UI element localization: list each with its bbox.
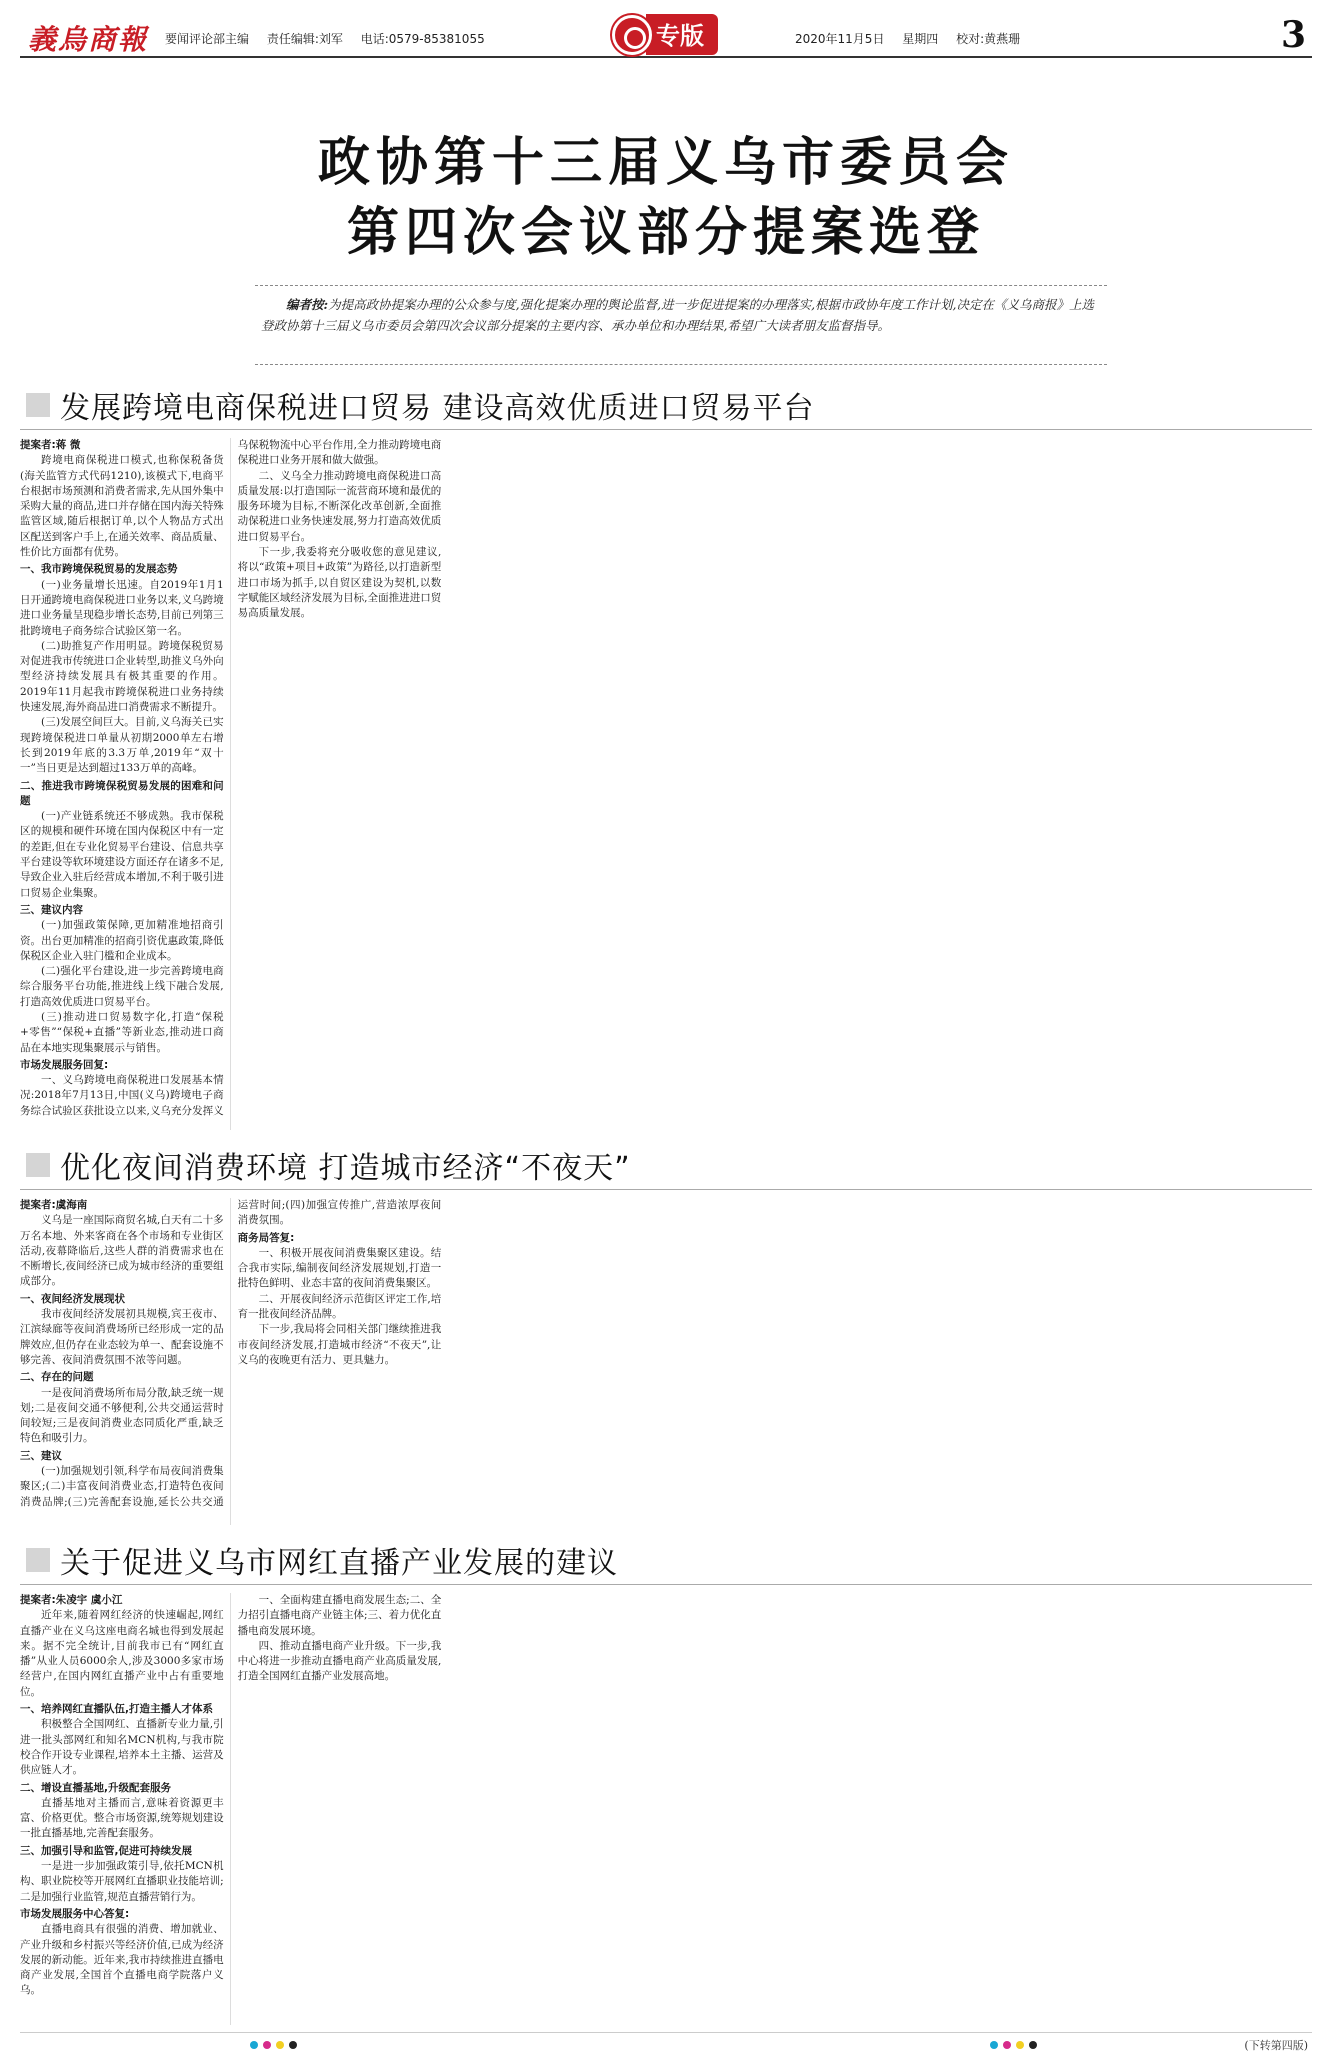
- issue-date: 2020年11月5日: [795, 32, 885, 46]
- article-paragraph: (一)加强规划引领,科学布局夜间消费集聚区;(二)丰富夜间消费业态,打造特色夜间消费品牌;(三)完善配套设施,延长公共交通运营时间;(四)加强宣传推广,营造浓厚夜间消费氛围。: [20, 1199, 442, 1508]
- registration-dot: [263, 2041, 271, 2049]
- article-subheading: 一、我市跨境保税贸易的发展态势: [20, 563, 178, 576]
- article-body: [20, 1190, 1312, 1525]
- article-body: [20, 1585, 1312, 2025]
- editor-note: [255, 285, 1107, 365]
- article-paragraph: 义乌是一座国际商贸名城,白天有二十多万名本地、外来客商在各个市场和专业街区活动,夜幕降临后,这些人群的消费需求也在不断增长,夜间经济已成为城市经济的重要组成部分。: [20, 1214, 224, 1288]
- registration-dot: [990, 2041, 998, 2049]
- registration-dot: [1003, 2041, 1011, 2049]
- reply-paragraph: 下一步,我局将会同相关部门继续推进我市夜间经济发展,打造城市经济“不夜天”,让义乌的夜晚更有活力、更具魅力。: [237, 1323, 442, 1366]
- article-live-streaming: [20, 1535, 1312, 2025]
- reply-heading: 市场发展服务中心答复:: [20, 1907, 130, 1920]
- article-subheading: 一、培养网红直播队伍,打造主播人才体系: [20, 1703, 213, 1716]
- reply-heading: 商务局答复:: [237, 1231, 295, 1244]
- article-paragraph: (一)加强政策保障,更加精准地招商引资。出台更加精准的招商引资优惠政策,降低保税区企业入驻门槛和企业成本。: [20, 919, 224, 962]
- masthead-meta-right: [795, 30, 1034, 47]
- page-footer: [20, 2032, 1312, 2054]
- article-subheading: 二、存在的问题: [20, 1371, 94, 1384]
- article-paragraph: (三)发展空间巨大。目前,义乌海关已实现跨境保税进口单量从初期2000单左右增长到2019年底的3.3万单,2019年“双十一”当日更是达到超过133万单的高峰。: [20, 716, 224, 775]
- article-title: 关于促进义乌市网红直播产业发展的建议: [60, 1545, 618, 1581]
- article-paragraph: (二)助推复产作用明显。跨境保税贸易对促进我市传统进口企业转型,助推义乌外向型经济持续发展具有极其重要的作用。2019年11月起我市跨境保税进口业务持续快速发展,海外商品进口消费需求不断提升。: [20, 639, 224, 714]
- article-paragraph: 我市夜间经济发展初具规模,宾王夜市、江滨绿廊等夜间消费场所已经形成一定的品牌效应,但仍存在业态较为单一、配套设施不够完善、夜间消费氛围不浓等问题。: [20, 1308, 224, 1366]
- headline-line-2: 第四次会议部分提案选登: [346, 203, 985, 263]
- article-body: [20, 430, 1312, 1130]
- article-paragraph: 一是进一步加强政策引导,依托MCN机构、职业院校等开展网红直播职业技能培训;二是加强行业监管,规范直播营销行为。: [20, 1860, 224, 1903]
- article-paragraph: 跨境电商保税进口模式,也称保税备货(海关监管方式代码1210),该模式下,电商平台根据市场预测和消费者需求,先从国外集中采购大量的商品,进口并存储在国内海关特殊监管区域,随后根据订单,以个人物品方式出区配送到客户手上,在通关效率、商品质量、性价比方面都有优势。: [20, 454, 224, 559]
- article-proposer: 提案者:虞海南: [20, 1199, 88, 1211]
- article-paragraph: (一)业务量增长迅速。自2019年1月1日开通跨境电商保税进口业务以来,义乌跨境进口业务量呈现稳步增长态势,目前已列第三批跨境电子商务综合试验区第一名。: [20, 578, 224, 637]
- article-header: [20, 380, 1312, 430]
- article-paragraph: (三)推动进口贸易数字化,打造“保税+零售”“保税+直播”等新业态,推动进口商品在本地实现集聚展示与销售。: [20, 1010, 224, 1054]
- newspaper-brand-logo: 義烏商報: [28, 23, 149, 56]
- article-paragraph: 直播基地对主播而言,意味着资源更丰富、价格更优。整合市场资源,统筹规划建设一批直播基地,完善配套服务。: [20, 1796, 224, 1840]
- color-registration-marks-right: [990, 2041, 1037, 2049]
- reply-paragraph: 四、推动直播电商产业升级。下一步,我中心将进一步推动直播电商产业高质量发展,打造全国网红直播产业发展高地。: [237, 1639, 442, 1683]
- section-square-icon: [26, 1548, 50, 1572]
- article-subheading: 三、建议内容: [20, 903, 83, 916]
- article-subheading: 二、增设直播基地,升级配套服务: [20, 1781, 171, 1794]
- editor-note-text: 为提高政协提案办理的公众参与度,强化提案办理的舆论监督,进一步促进提案的办理落实,根据市政协年度工作计划,决定在《义乌商报》上选登政协第十三届义乌市委员会第四次会议部分提案的主要内容、承办单位和办理结果,希望广大读者朋友监督指导。: [261, 297, 1095, 333]
- article-paragraph: 一是夜间消费场所布局分散,缺乏统一规划;二是夜间交通不够便利,公共交通运营时间较短;三是夜间消费业态同质化严重,缺乏特色和吸引力。: [20, 1386, 224, 1445]
- special-edition-badge: [612, 14, 718, 55]
- article-paragraph: (一)产业链系统还不够成熟。我市保税区的规模和硬件环境在国内保税区中有一定的差距,但在专业化贸易平台建设、信息共享平台建设等软环境建设方面还存在诸多不足,导致企业入驻后经营成本增加,不利于吸引进口贸易企业集聚。: [20, 810, 224, 899]
- registration-dot: [250, 2041, 258, 2049]
- phone: 电话:0579-85381055: [360, 32, 485, 46]
- article-header: [20, 1140, 1312, 1190]
- special-edition-icon: [612, 15, 652, 55]
- article-subheading: 三、建议: [20, 1449, 62, 1462]
- section-square-icon: [26, 1153, 50, 1177]
- article-paragraph: 积极整合全国网红、直播新专业力量,引进一批头部网红和知名MCN机构,与我市院校合作开设专业课程,培养本土主播、运营及供应链人才。: [20, 1718, 224, 1777]
- reply-paragraph: 二、义乌全力推动跨境电商保税进口高质量发展:以打造国际一流营商环境和最优的服务环境为目标,不断深化改革创新,全面推动保税进口业务快速发展,努力打造高效优质进口贸易平台。: [237, 469, 442, 543]
- article-proposer: 提案者:朱凌宇 虞小江: [20, 1594, 123, 1606]
- section-square-icon: [26, 393, 50, 417]
- article-cross-border-ecommerce: [20, 380, 1312, 1130]
- page-number: 3: [1280, 14, 1306, 56]
- reply-paragraph: 一、义乌跨境电商保税进口发展基本情况:2018年7月13日,中国(义乌)跨境电子商务综合试验区获批设立以来,义乌充分发挥义乌保税物流中心平台作用,全力推动跨境电商保税进口业务开展和做大做强。: [20, 439, 442, 1117]
- article-header: [20, 1535, 1312, 1585]
- proofreader: 校对:黄燕珊: [956, 32, 1021, 46]
- registration-dot: [1029, 2041, 1037, 2049]
- masthead: [20, 14, 1312, 58]
- reply-heading: 市场发展服务回复:: [20, 1058, 109, 1071]
- page-headline: [0, 128, 1332, 268]
- department: 要闻评论部主编: [165, 32, 250, 46]
- registration-dot: [276, 2041, 284, 2049]
- article-title: 发展跨境电商保税进口贸易 建设高效优质进口贸易平台: [60, 390, 815, 426]
- reply-paragraph: 一、全面构建直播电商发展生态;二、全力招引直播电商产业链主体;三、着力优化直播电商发展环境。: [237, 1594, 442, 1637]
- article-proposer: 提案者:蒋 微: [20, 439, 81, 451]
- reply-paragraph: 二、开展夜间经济示范街区评定工作,培育一批夜间经济品牌。: [237, 1292, 442, 1321]
- article-subheading: 一、夜间经济发展现状: [20, 1292, 125, 1305]
- special-edition-label: 专版: [646, 14, 718, 55]
- article-paragraph: (二)强化平台建设,进一步完善跨境电商综合服务平台功能,推进线上线下融合发展,打造高效优质进口贸易平台。: [20, 965, 224, 1008]
- article-night-economy: [20, 1140, 1312, 1525]
- responsible-editor: 责任编辑:刘军: [266, 32, 343, 46]
- reply-paragraph: 下一步,我委将充分吸收您的意见建议,将以“政策+项目+政策”为路径,以打造新型进口市场为抓手,以自贸区建设为契机,以数字赋能区域经济发展为目标,全面推进进口贸易高质量发展。: [237, 546, 442, 620]
- article-title: 优化夜间消费环境 打造城市经济“不夜天”: [60, 1150, 631, 1186]
- article-subheading: 三、加强引导和监管,促进可持续发展: [20, 1844, 192, 1857]
- headline-line-1: 政协第十三届义乌市委员会: [317, 133, 1014, 193]
- issue-weekday: 星期四: [902, 32, 939, 46]
- article-paragraph: 近年来,随着网红经济的快速崛起,网红直播产业在义乌这座电商名城也得到发展起来。据不完全统计,目前我市已有“网红直播”从业人员6000余人,涉及3000多家市场经营户,在国内网红直播产业中占有重要地位。: [20, 1609, 224, 1698]
- reply-paragraph: 直播电商具有很强的消费、增加就业、产业升级和乡村振兴等经济价值,已成为经济发展的新动能。近年来,我市持续推进直播电商产业发展,全国首个直播电商学院落户义乌。: [20, 1923, 224, 1997]
- editor-note-label: 编者按:: [286, 297, 329, 312]
- article-subheading: 二、推进我市跨境保税贸易发展的困难和问题: [20, 779, 224, 807]
- masthead-meta-left: [165, 30, 499, 47]
- continued-note: (下转第四版): [1244, 2039, 1308, 2052]
- color-registration-marks-left: [250, 2041, 297, 2049]
- registration-dot: [289, 2041, 297, 2049]
- registration-dot: [1016, 2041, 1024, 2049]
- reply-paragraph: 一、积极开展夜间消费集聚区建设。结合我市实际,编制夜间经济发展规划,打造一批特色鲜明、业态丰富的夜间消费集聚区。: [237, 1246, 442, 1290]
